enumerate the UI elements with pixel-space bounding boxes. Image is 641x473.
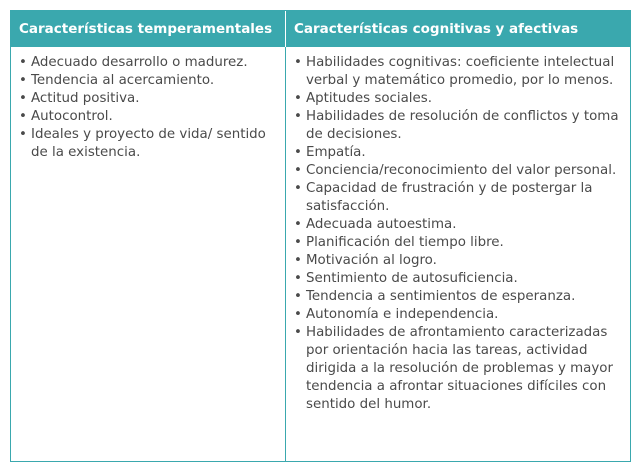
bullet-icon: • bbox=[294, 181, 302, 196]
list-item bbox=[19, 108, 279, 126]
bullet-icon: • bbox=[19, 55, 27, 70]
list-item-text: Adecuada autoestima. bbox=[306, 217, 457, 232]
list-item-text: Tendencia al acercamiento. bbox=[31, 73, 215, 88]
list-item bbox=[294, 252, 624, 270]
list-item-text: Planificación del tiempo libre. bbox=[306, 235, 504, 250]
bullet-icon: • bbox=[19, 109, 27, 124]
list-item bbox=[294, 162, 624, 180]
list-item bbox=[294, 216, 624, 234]
list-item bbox=[19, 72, 279, 90]
bullet-icon: • bbox=[294, 163, 302, 178]
list-item-text: Ideales y proyecto de vida/ sentido de la existencia. bbox=[31, 127, 266, 160]
table-body-row bbox=[11, 47, 630, 461]
list-item-text: Autonomía e independencia. bbox=[306, 307, 499, 322]
list-item bbox=[294, 270, 624, 288]
list-item bbox=[294, 180, 624, 216]
list-item-text: Motivación al logro. bbox=[306, 253, 437, 268]
bullet-icon: • bbox=[294, 235, 302, 250]
bullet-icon: • bbox=[294, 325, 302, 340]
list-item bbox=[19, 54, 279, 72]
cell-cognitive-affective bbox=[286, 47, 630, 461]
list-item-text: Adecuado desarrollo o madurez. bbox=[31, 55, 248, 70]
list-item-text: Capacidad de frustración y de postergar la satisfacción. bbox=[306, 181, 593, 214]
header-cognitive-affective: Características cognitivas y afectivas bbox=[294, 21, 579, 37]
list-item bbox=[19, 126, 279, 162]
bullet-icon: • bbox=[19, 73, 27, 88]
list-item-text: Habilidades de afrontamiento caracterizadas por orientación hacia las tareas, actividad dirigida a la resolución de problemas y mayor tendencia a afrontar situaciones difíciles con sentido del humor. bbox=[306, 325, 614, 412]
temperamental-list bbox=[19, 54, 279, 162]
list-item bbox=[294, 324, 624, 414]
characteristics-table bbox=[10, 10, 631, 462]
list-item bbox=[294, 90, 624, 108]
list-item-text: Conciencia/reconocimiento del valor personal. bbox=[306, 163, 617, 178]
list-item bbox=[294, 144, 624, 162]
list-item bbox=[294, 234, 624, 252]
bullet-icon: • bbox=[294, 253, 302, 268]
bullet-icon: • bbox=[294, 307, 302, 322]
list-item bbox=[294, 54, 624, 90]
list-item bbox=[294, 108, 624, 144]
cognitive-affective-list bbox=[294, 54, 624, 414]
list-item-text: Habilidades cognitivas: coeficiente intelectual verbal y matemático promedio, por lo menos. bbox=[306, 55, 615, 88]
bullet-icon: • bbox=[19, 127, 27, 142]
cell-temperamental bbox=[11, 47, 286, 461]
list-item-text: Actitud positiva. bbox=[31, 91, 140, 106]
bullet-icon: • bbox=[294, 289, 302, 304]
list-item bbox=[19, 90, 279, 108]
bullet-icon: • bbox=[294, 55, 302, 70]
list-item-text: Aptitudes sociales. bbox=[306, 91, 432, 106]
bullet-icon: • bbox=[294, 109, 302, 124]
list-item-text: Empatía. bbox=[306, 145, 366, 160]
bullet-icon: • bbox=[294, 271, 302, 286]
list-item-text: Autocontrol. bbox=[31, 109, 113, 124]
list-item-text: Habilidades de resolución de conflictos y toma de decisiones. bbox=[306, 109, 619, 142]
table-header-row bbox=[11, 11, 630, 47]
bullet-icon: • bbox=[19, 91, 27, 106]
bullet-icon: • bbox=[294, 91, 302, 106]
bullet-icon: • bbox=[294, 145, 302, 160]
list-item-text: Sentimiento de autosuficiencia. bbox=[306, 271, 518, 286]
list-item bbox=[294, 306, 624, 324]
list-item-text: Tendencia a sentimientos de esperanza. bbox=[306, 289, 576, 304]
list-item bbox=[294, 288, 624, 306]
header-temperamental: Características temperamentales bbox=[11, 11, 286, 47]
bullet-icon: • bbox=[294, 217, 302, 232]
